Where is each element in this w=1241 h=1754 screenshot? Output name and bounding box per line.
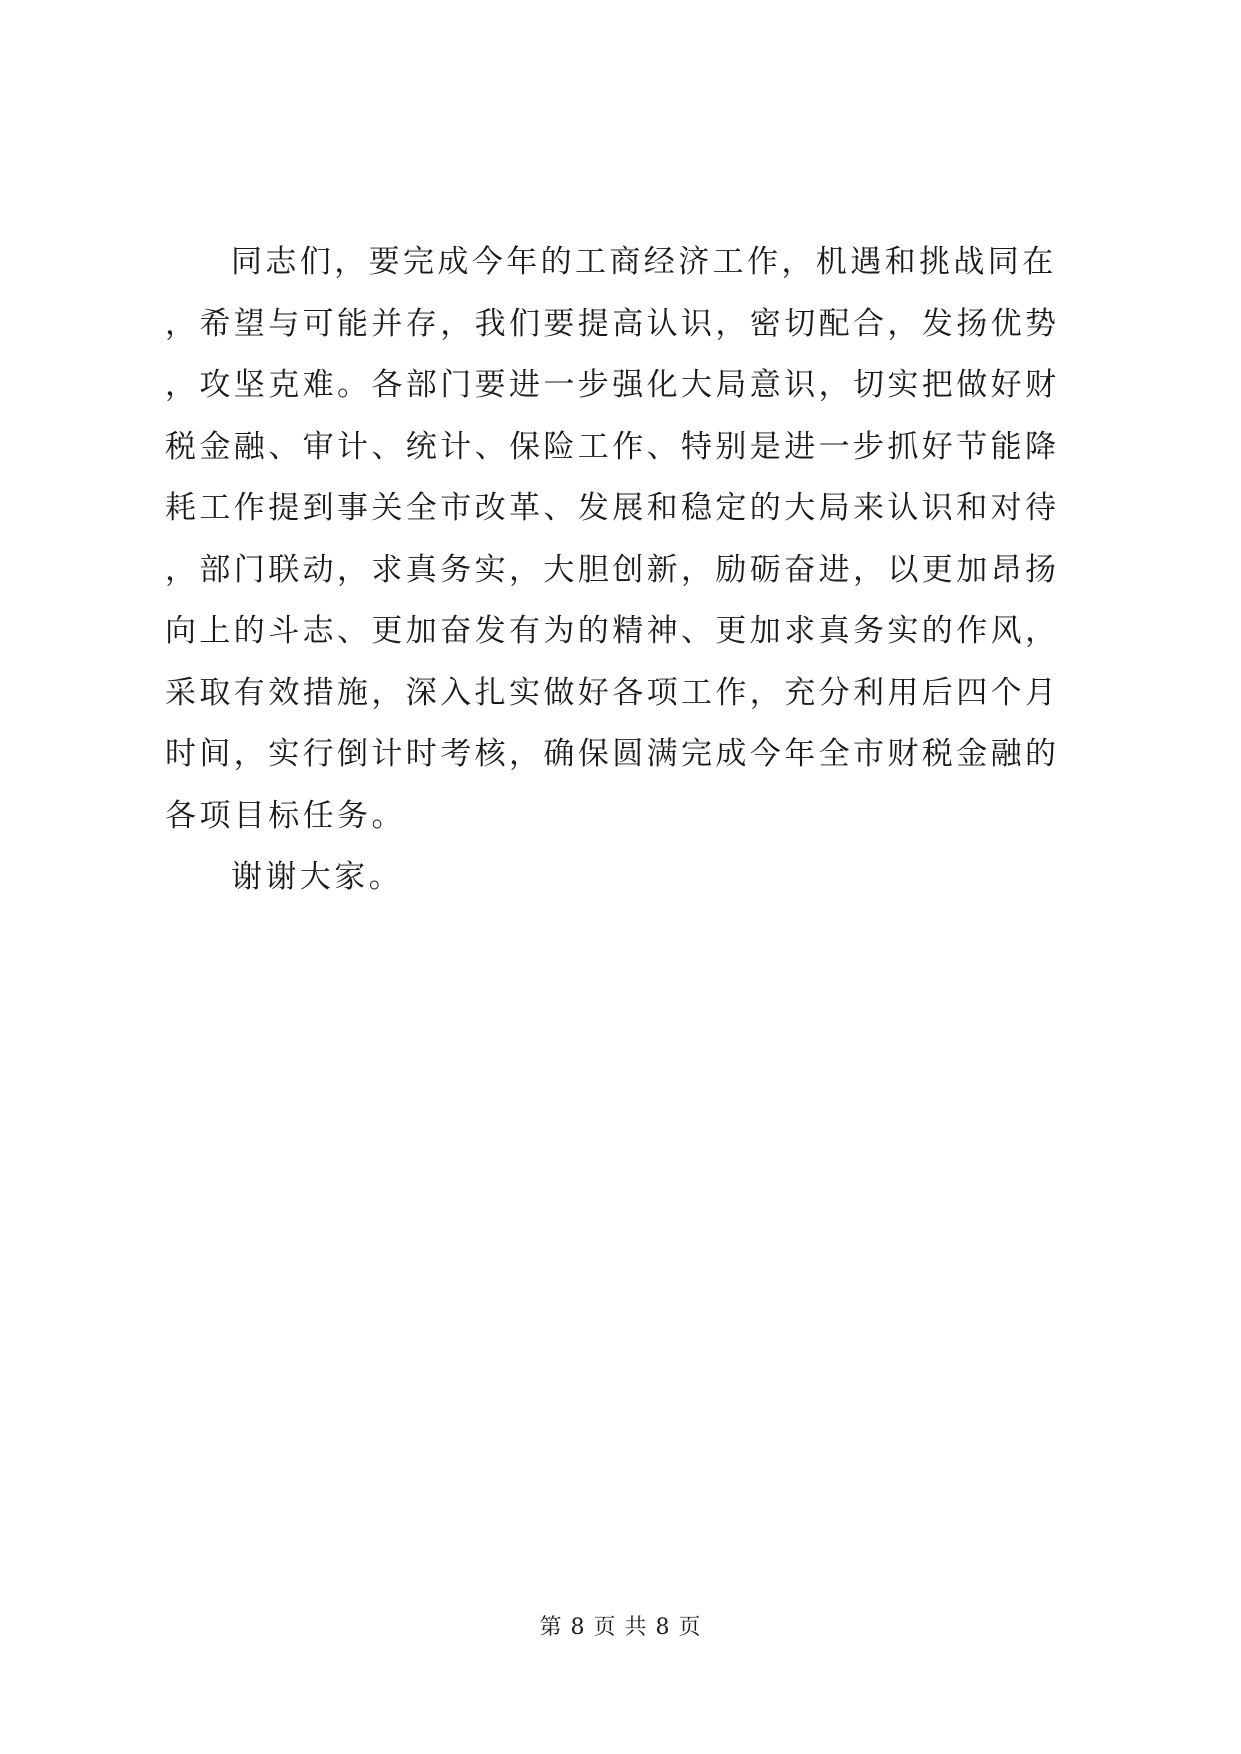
document-body — [165, 232, 1080, 909]
page-footer: 第 8 页 共 8 页 — [539, 1615, 702, 1640]
closing-paragraph: 谢谢大家。 — [231, 859, 403, 895]
body-paragraph: 同志们，要完成今年的工商经济工作，机遇和挑战同在，希望与可能并存，我们要提高认识，密切配合，发扬优势，攻坚克难。各部门要进一步强化大局意识，切实把做好财税金融、审计、统计、保险工作、特别是进一步抓好节能降耗工作提到事关全市改革、发展和稳定的大局来认识和对待，部门联动，求真务实，大胆创新，励砺奋进，以更加昂扬向上的斗志、更加奋发有为的精神、更加求真务实的作风，采取有效措施，深入扎实做好各项工作，充分利用后四个月时间，实行倒计时考核，确保圆满完成今年全市财税金融的各项目标任务。 — [165, 244, 1060, 834]
